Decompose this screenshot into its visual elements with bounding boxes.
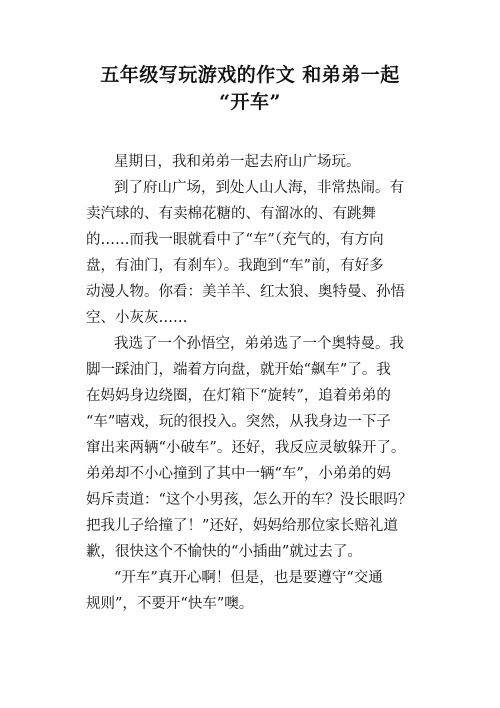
essay-line: 星期日，我和弟弟一起去府山广场玩。 (114, 154, 361, 170)
essay-line: “开车”真开心啊！但是，也是要遵守“交通 (114, 570, 383, 586)
essay-line: 的……而我一眼就看中了“车”（充气的，有方向 (86, 232, 384, 248)
essay-line: 盘，有油门，有刹车）。我跑到“车”前，有好多 (86, 258, 384, 274)
essay-line: 在妈妈身边绕圈，在灯箱下“旋转”，追着弟弟的 (86, 388, 391, 404)
essay-line: 弟弟却不小心撞到了其中一辆“车”，小弟弟的妈 (86, 466, 391, 482)
essay-line: 歉，很快这个不愉快的“小插曲”就过去了。 (86, 544, 362, 560)
essay-line: 窜出来两辆“小破车”。还好，我反应灵敏躲开了。 (86, 440, 406, 456)
document-title-line-1: 五年级写玩游戏的作文 和弟弟一起 (100, 64, 400, 86)
essay-line: 动漫人物。你看：美羊羊、红太狼、奥特曼、孙悟 (86, 284, 405, 300)
essay-line: 卖汽球的、有卖棉花糖的、有溜冰的、有跳舞 (86, 206, 376, 222)
essay-line: 规则”，不要开“快车”噢。 (86, 596, 254, 612)
essay-line: “车”嘻戏，玩的很投入。突然，从我身边一下子 (86, 414, 391, 430)
essay-line: 妈斥责道：“这个小男孩，怎么开的车？没长眼吗？ (86, 492, 413, 508)
essay-line: 我选了一个孙悟空，弟弟选了一个奥特曼。我 (114, 336, 404, 352)
essay-line: 到了府山广场，到处人山人海，非常热闹。有 (114, 180, 404, 196)
essay-line: 把我儿子给撞了！”还好，妈妈给那位家长赔礼道 (86, 518, 398, 534)
document-title-line-2: “开车” (219, 91, 281, 113)
essay-line: 脚一踩油门，端着方向盘，就开始“飙车”了。我 (86, 362, 391, 378)
essay-line: 空、小灰灰…… (86, 310, 188, 326)
